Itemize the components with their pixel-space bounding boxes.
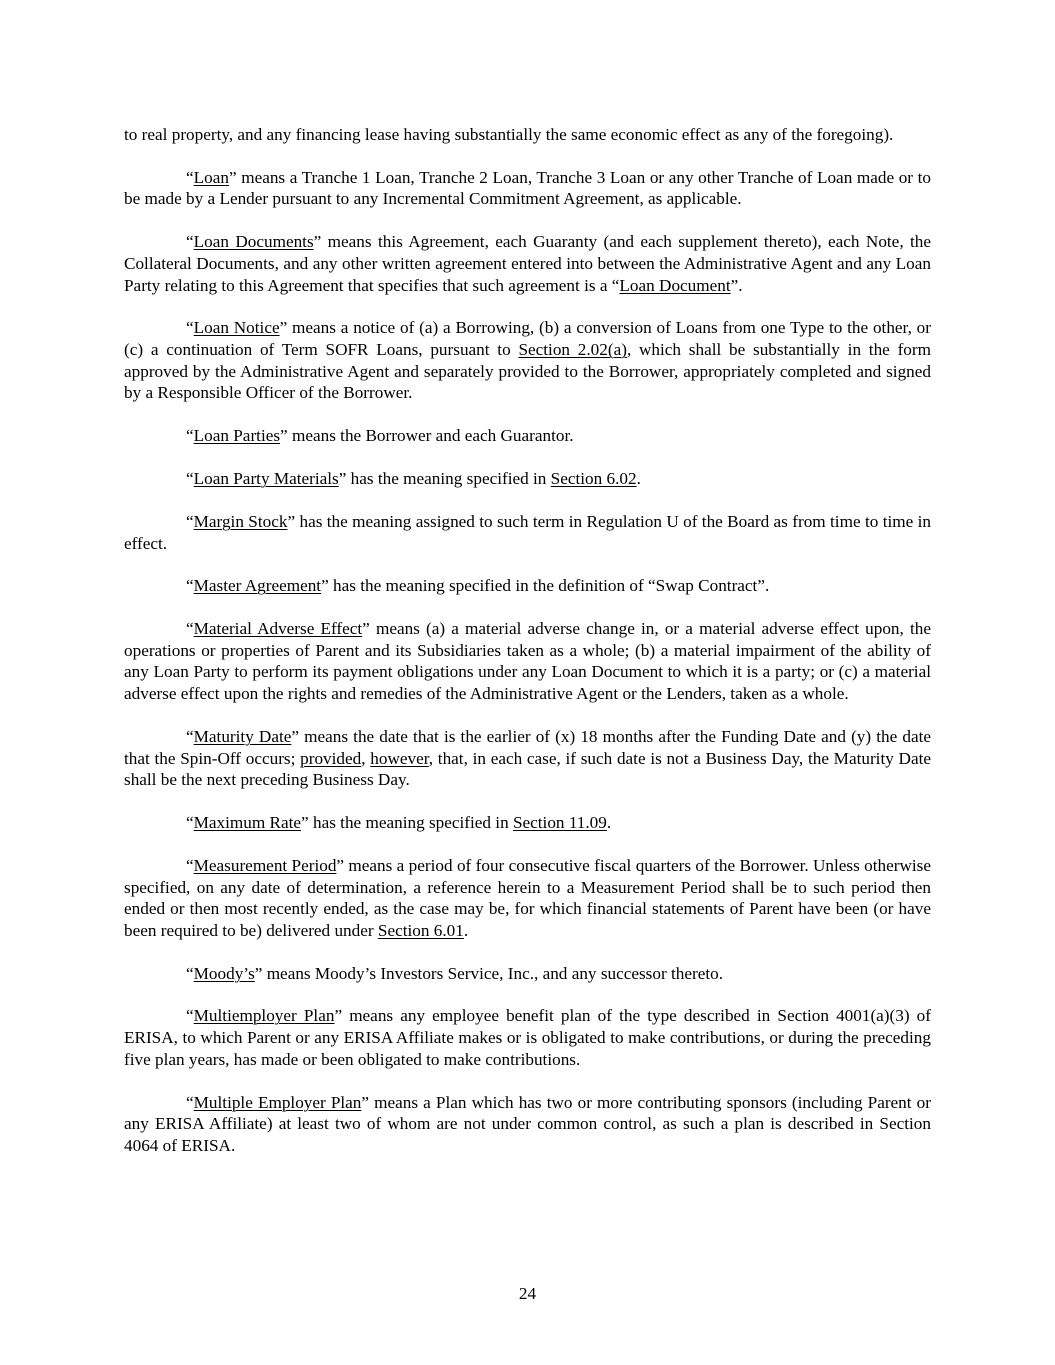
paragraph-text: to real property, and any financing lease having substantially the same economic effect as any of the foregoing).: [124, 125, 894, 144]
definition-text: ” means (a) a material adverse change in, or a material adverse effect upon, the operations or properties of Parent and its Subsidiaries taken as a whole; (b) a material impairment of the ability of any Loan Party to perform its payment obligations under any Loan Document to which it is a party; or (c) a material adverse effect upon the rights and remedies of the Administrative Agent or the Lenders, taken as a whole.: [124, 619, 931, 704]
definition-moodys: [124, 963, 931, 985]
definition-loan-documents: [124, 231, 931, 296]
open-quote: “: [186, 813, 194, 833]
definition-text: ” has the meaning specified in the definition of “Swap Contract”.: [321, 576, 770, 596]
definition-measurement-period: [124, 855, 931, 941]
open-quote: “: [186, 619, 194, 639]
defined-term: Maturity Date: [193, 726, 292, 746]
definition-text: ” means the date that is the earlier of (x) 18 months after the Funding Date and (y) the date that the Spin-Off occurs;: [124, 726, 931, 768]
open-quote: “: [186, 963, 194, 983]
defined-term: Master Agreement: [193, 576, 322, 596]
defined-term: Loan Parties: [193, 426, 281, 446]
open-quote: “: [186, 576, 194, 596]
definition-loan-parties: [124, 425, 931, 447]
definition-text: ” means the Borrower and each Guarantor.: [280, 426, 574, 446]
open-quote: “: [186, 511, 194, 531]
definition-text: .: [636, 469, 641, 489]
open-quote: “: [186, 726, 194, 746]
definition-text: ” means a Plan which has two or more contributing sponsors (including Parent or any ERISA Affiliate) at least two of whom are not under common control, as such a plan is described in Section 4064 of ERISA.: [124, 1092, 931, 1155]
page-body: [124, 124, 931, 1178]
definition-maturity-date: [124, 726, 931, 791]
definition-maximum-rate: [124, 812, 931, 834]
open-quote: “: [186, 232, 194, 252]
open-quote: “: [186, 167, 194, 187]
definition-multiemployer-plan: [124, 1005, 931, 1070]
definition-text: , that, in each case, if such date is not a Business Day, the Maturity Date shall be the next preceding Business Day.: [124, 748, 931, 790]
open-quote: “: [186, 855, 194, 875]
definition-material-adverse-effect: [124, 618, 931, 704]
defined-term: Loan: [193, 167, 229, 187]
open-quote: “: [186, 469, 194, 489]
defined-term: Multiple Employer Plan: [193, 1092, 362, 1112]
section-reference: Section 6.01: [377, 920, 464, 940]
definition-text: ” means Moody’s Investors Service, Inc., and any successor thereto.: [254, 963, 723, 983]
defined-term: Margin Stock: [193, 511, 288, 531]
open-quote: “: [186, 1092, 194, 1112]
proviso-term: however: [370, 748, 429, 768]
open-quote: “: [186, 426, 194, 446]
definition-text: ” has the meaning assigned to such term in Regulation U of the Board as from time to time in effect.: [124, 511, 932, 553]
proviso-term: provided: [300, 748, 362, 768]
definition-text: ” means a period of four consecutive fiscal quarters of the Borrower. Unless otherwise specified, on any date of determination, a reference herein to a Measurement Period shall be to such period then ended or then most recently ended, as the case may be, for which financial statements of Parent have been (or have been required to be) delivered under: [124, 855, 931, 940]
definition-text: ” has the meaning specified in: [301, 813, 513, 833]
definition-master-agreement: [124, 575, 931, 597]
continued-paragraph: [124, 124, 931, 146]
definition-multiple-employer-plan: [124, 1092, 931, 1157]
defined-term: Multiemployer Plan: [193, 1006, 335, 1026]
defined-term: Material Adverse Effect: [193, 619, 363, 639]
section-reference: Section 2.02(a): [518, 340, 627, 360]
defined-term: Loan Party Materials: [193, 469, 339, 489]
definition-text: , which shall be substantially in the form approved by the Administrative Agent and separately provided to the Borrower, appropriately completed and signed by a Responsible Officer of the Borrower.: [124, 340, 931, 403]
definition-text: ” means a notice of (a) a Borrowing, (b) a conversion of Loans from one Type to the other, or (c) a continuation of Term SOFR Loans, pursuant to: [124, 318, 931, 360]
definition-text: .: [463, 920, 469, 940]
definition-text: ” means any employee benefit plan of the type described in Section 4001(a)(3) of ERISA, to which Parent or any ERISA Affiliate makes or is obligated to make contributions, or during the preceding five plan years, has made or been obligated to make contributions.: [124, 1006, 932, 1069]
defined-term: Loan Documents: [193, 232, 314, 252]
defined-term: Maximum Rate: [193, 813, 302, 833]
definition-loan: [124, 167, 931, 210]
term-reference: Loan Document: [619, 275, 731, 295]
definition-text: ,: [361, 748, 371, 768]
definition-text: .: [606, 813, 612, 833]
definition-loan-party-materials: [124, 468, 931, 490]
definition-text: ” has the meaning specified in: [338, 469, 551, 489]
defined-term: Moody’s: [193, 963, 255, 983]
section-reference: Section 11.09: [512, 813, 607, 833]
definition-text: ” means a Tranche 1 Loan, Tranche 2 Loan, Tranche 3 Loan or any other Tranche of Loan made or to be made by a Lender pursuant to any Incremental Commitment Agreement, as applicable.: [124, 167, 931, 209]
section-reference: Section 6.02: [550, 469, 637, 489]
defined-term: Loan Notice: [193, 318, 280, 338]
definition-margin-stock: [124, 511, 931, 554]
open-quote: “: [186, 1006, 194, 1026]
definition-text: ” means this Agreement, each Guaranty (and each supplement thereto), each Note, the Collateral Documents, and any other written agreement entered into between the Administrative Agent and any Loan Party relating to this Agreement that specifies that such agreement is a “: [124, 232, 931, 295]
defined-term: Measurement Period: [193, 855, 337, 875]
definition-loan-notice: [124, 317, 931, 403]
open-quote: “: [186, 318, 194, 338]
page-number: 24: [518, 1284, 537, 1303]
definition-text: ”.: [730, 275, 743, 295]
